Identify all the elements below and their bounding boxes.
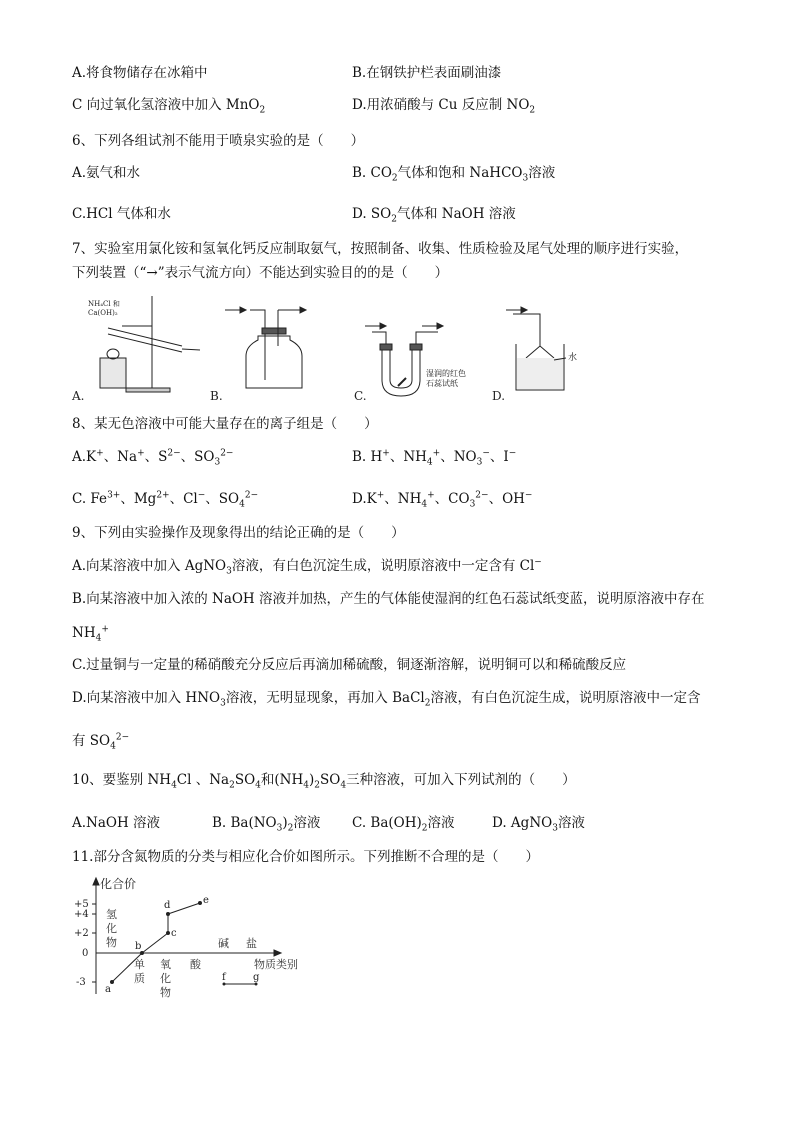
point-label-e: e <box>203 895 209 906</box>
q10-option-a: A.NaOH 溶液 <box>72 815 161 831</box>
q10-option-c: C. $Ba(OH)_2$溶液 <box>352 815 455 834</box>
y-tick-label: -3 <box>76 977 86 988</box>
category-salt: 盐 <box>246 937 257 950</box>
q8-option-a: A.K+、Na+、$S^{2-}$、$SO_3^{2-}$ <box>72 448 234 468</box>
q7-stem-line2: 下列装置（“→”表示气流方向）不能达到实验目的的是（ ） <box>72 265 449 281</box>
label-b: B. <box>210 389 223 403</box>
q5-option-d: D.用浓硝酸与 Cu 反应制 $NO_2$ <box>352 97 536 116</box>
q5-option-a: A.将食物储存在冰箱中 <box>72 65 208 81</box>
q6-option-d: D. $SO_2$气体和 NaOH 溶液 <box>352 206 516 225</box>
q6-option-a: A.氨气和水 <box>72 165 141 181</box>
category-element: 质 <box>134 972 145 985</box>
point-label-c: c <box>171 928 177 939</box>
y-tick-label: +4 <box>74 909 89 920</box>
point-e <box>198 901 202 905</box>
paper-label-1: 湿润的红色 <box>426 369 466 378</box>
q8-stem: 8、某无色溶液中可能大量存在的离子组是（ ） <box>72 416 378 432</box>
q6-option-c: C.HCl 气体和水 <box>72 206 171 222</box>
category-hydride: 化 <box>106 922 117 935</box>
q10-option-b: B. $Ba(NO_3)_2$溶液 <box>212 815 321 834</box>
point-c <box>166 931 170 935</box>
q5-option-b: B.在钢铁护栏表面刷油漆 <box>352 65 502 81</box>
label-a: A. <box>72 389 85 403</box>
label-c: C. <box>354 389 367 403</box>
q9-option-c: C.过量铜与一定量的稀硝酸充分反应后再滴加稀硫酸，铜逐渐溶解，说明铜可以和稀硫酸反应 <box>72 657 627 673</box>
q9-option-a: A.向某溶液中加入 AgNO$_3$溶液，有白色沉淀生成，说明原溶液中一定含有 Cl− <box>72 557 542 577</box>
reagent-label-2: Ca(OH)₂ <box>88 309 118 317</box>
apparatus-a <box>88 296 200 392</box>
y-tick-label: +5 <box>74 899 89 910</box>
y-axis-title: 化合价 <box>100 877 137 891</box>
category-hydride: 物 <box>106 936 117 949</box>
q9-stem: 9、下列由实验操作及现象得出的结论正确的是（ ） <box>72 525 405 541</box>
q6-option-b: B. $CO_2$气体和饱和 NaHCO$_3$溶液 <box>352 165 556 184</box>
point-label-f: f <box>222 972 226 983</box>
category-oxide: 物 <box>160 986 171 999</box>
q8-option-c: C. $Fe^{3+}$、$Mg^{2+}$、Cl−、$SO_4^{2-}$ <box>72 490 259 510</box>
q11-stem: 11.部分含氮物质的分类与相应化合价如图所示。下列推断不合理的是（ ） <box>72 849 539 865</box>
apparatus-d <box>506 307 577 390</box>
q7-stem-line1: 7、实验室用氯化铵和氢氧化钙反应制取氨气，按照制备、收集、性质检验及尾气处理的顺序进行实验， <box>72 241 689 257</box>
label-d: D. <box>492 389 506 403</box>
paper-label-2: 石蕊试纸 <box>426 379 458 388</box>
q9-option-b-line1: B.向某溶液中加入浓的 NaOH 溶液并加热，产生的气体能使湿润的红色石蕊试纸变蓝，说明原溶液中存在 <box>72 591 705 607</box>
point-label-a: a <box>105 984 111 995</box>
point-label-b: b <box>135 941 142 952</box>
apparatus-c <box>365 323 466 396</box>
q6-stem: 6、下列各组试剂不能用于喷泉实验的是（ ） <box>72 133 365 149</box>
reagent-label-1: NH₄Cl 和 <box>88 300 120 308</box>
category-element: 单 <box>134 958 145 971</box>
category-base: 碱 <box>218 937 229 950</box>
x-axis-title: 物质类别 <box>254 958 298 971</box>
q8-option-b: B. H+、$NH_4^+$、$NO_3^-$、I− <box>352 448 517 468</box>
category-oxide: 氧 <box>160 958 171 971</box>
category-hydride: 氢 <box>106 908 117 921</box>
category-acid: 酸 <box>190 958 201 971</box>
q8-option-d: D.K+、$NH_4^+$、$CO_3^{2-}$、OH− <box>352 490 533 510</box>
q9-option-b-line2: $NH_4^+$ <box>72 624 109 644</box>
q7-apparatus-figure <box>70 288 590 403</box>
q9-option-d-line2: 有 $SO_4^{2-}$ <box>72 732 130 752</box>
point-label-g: g <box>253 972 260 983</box>
point-d <box>166 912 170 916</box>
category-oxide: 化 <box>160 972 171 985</box>
water-label: 水 <box>568 353 578 363</box>
q5-option-c: C 向过氧化氢溶液中加入 MnO$_2$ <box>72 97 266 116</box>
q9-option-d-line1: D.向某溶液中加入 $HNO_3$溶液，无明显现象，再加入 BaCl$_2$溶液，有白色沉淀生成，说明原溶液中一定含 <box>72 690 701 709</box>
apparatus-b <box>225 307 306 388</box>
y-tick-label: +2 <box>74 928 89 939</box>
point-label-d: d <box>164 900 171 911</box>
q10-stem: 10、要鉴别 $NH_4Cl$ 、$Na_2SO_4$和$(NH_4)_2SO_4$三种溶液，可加入下列试剂的（ ） <box>72 772 576 791</box>
y-tick-label: 0 <box>82 948 89 959</box>
q11-valence-diagram <box>72 870 322 1010</box>
q10-option-d: D. AgNO$_3$溶液 <box>492 815 585 834</box>
